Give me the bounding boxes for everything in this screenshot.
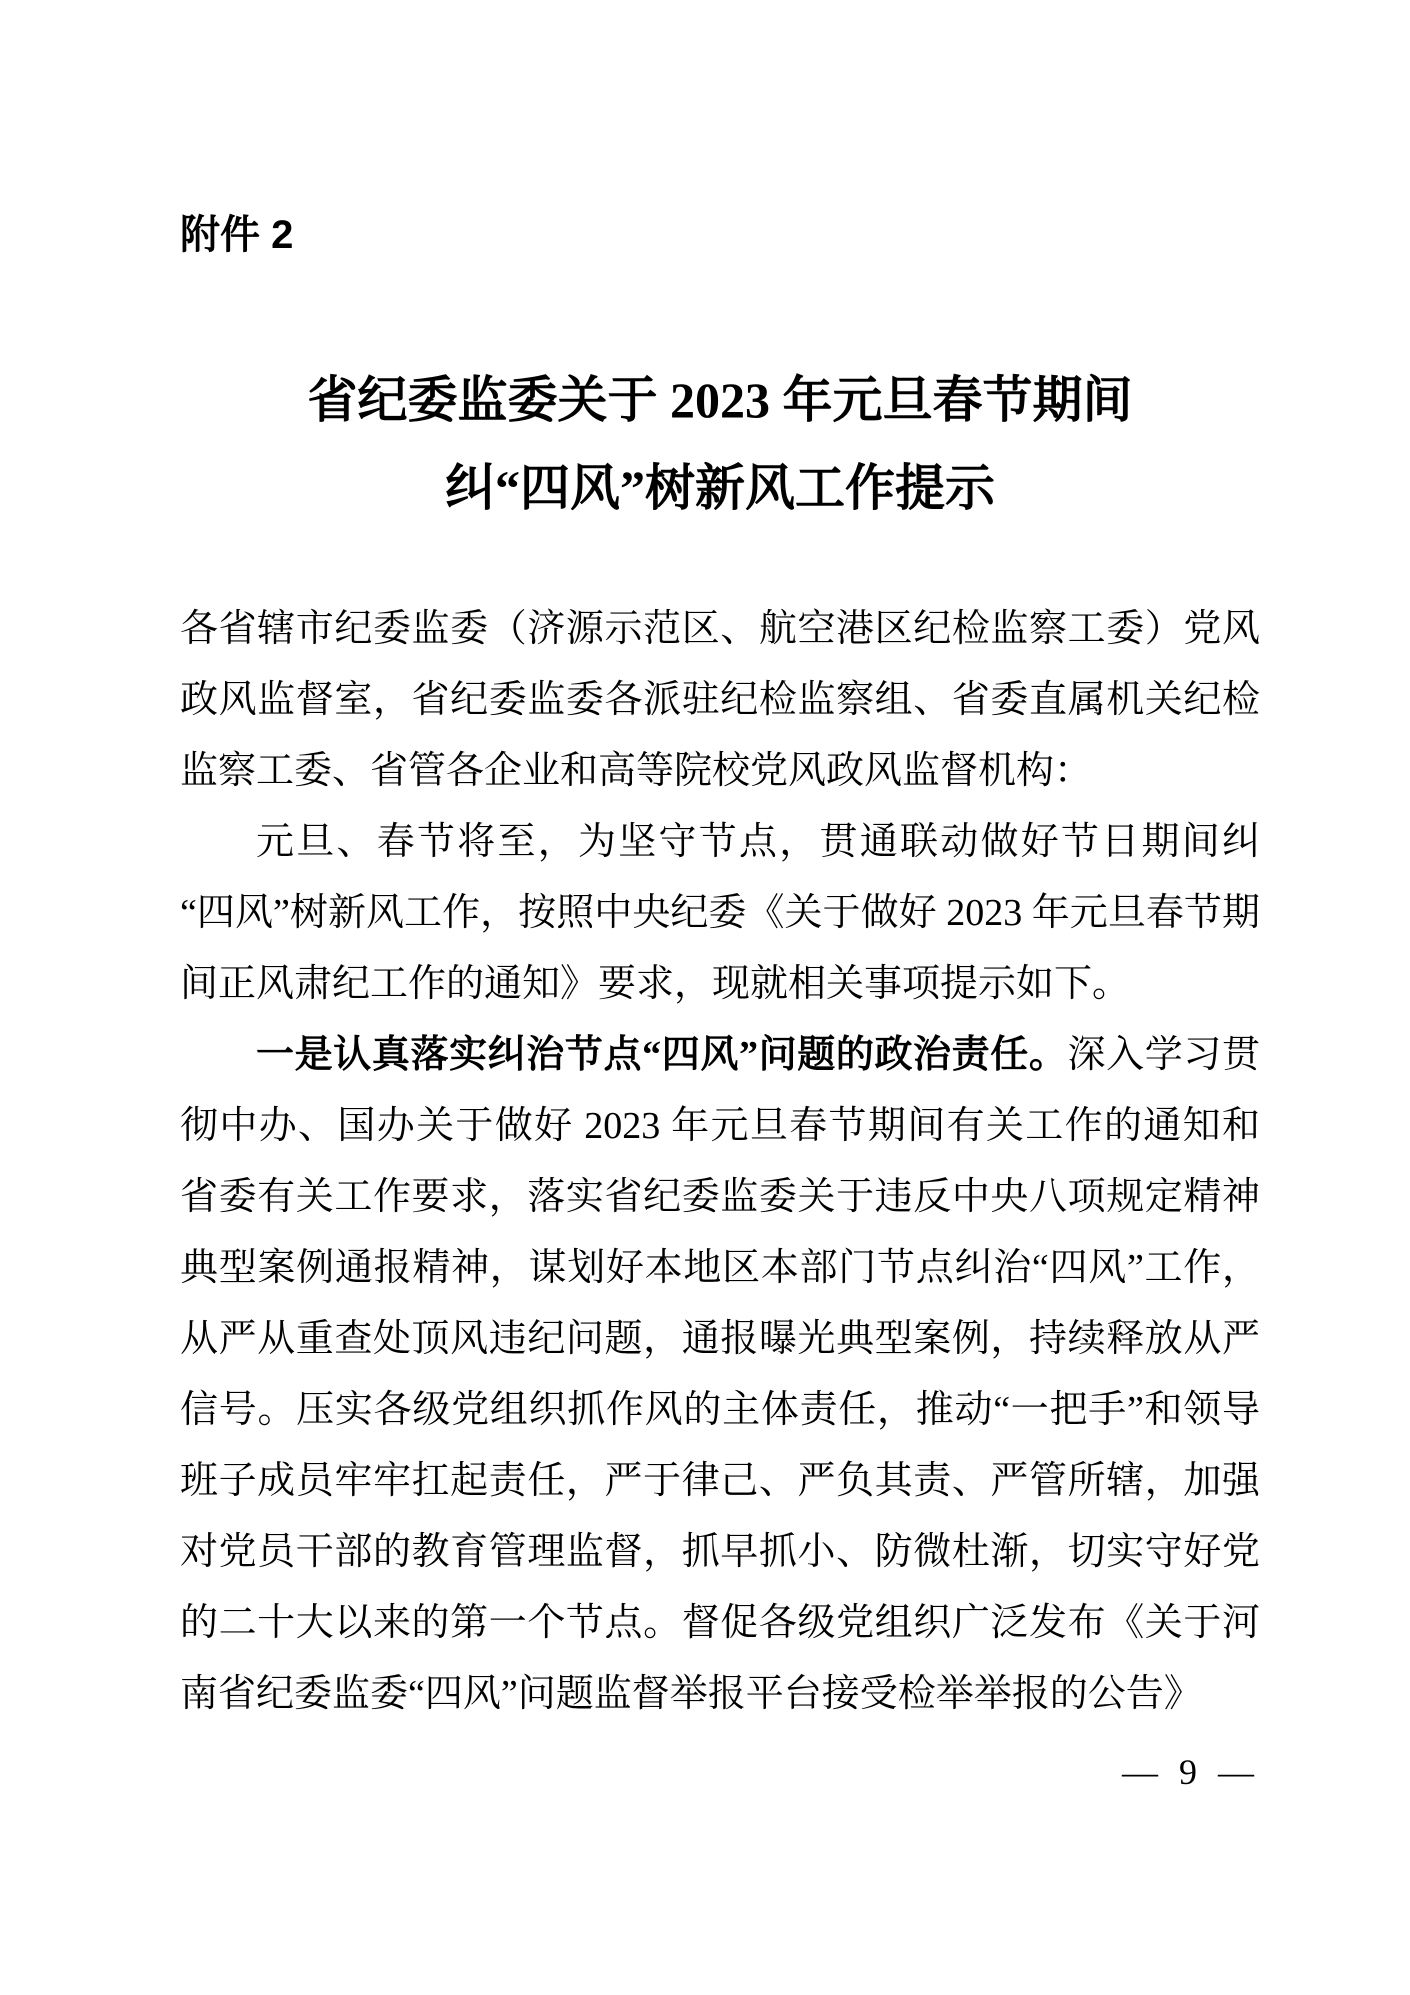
point1-paragraph xyxy=(180,1020,1260,1730)
intro-paragraph: 元旦、春节将至，为坚守节点，贯通联动做好节日期间纠“四风”树新风工作，按照中央纪委《关于做好 2023 年元旦春节期间正风肃纪工作的通知》要求，现就相关事项提示如下。 xyxy=(180,821,1260,1005)
salutation-paragraph: 各省辖市纪委监委（济源示范区、航空港区纪检监察工委）党风政风监督室，省纪委监委各派驻纪检监察组、省委直属机关纪检监察工委、省管各企业和高等院校党风政风监督机构： xyxy=(180,608,1260,792)
page-number: — 9 — xyxy=(1122,1752,1260,1792)
point1-heading: 一是认真落实纠治节点“四风”问题的政治责任。 xyxy=(256,1034,1068,1076)
document-title-line-1: 省纪委监委关于 2023 年元旦春节期间 xyxy=(307,372,1133,428)
document-title-line-2: 纠“四风”树新风工作提示 xyxy=(445,460,995,516)
attachment-label: 附件 2 xyxy=(180,213,294,257)
document-body xyxy=(180,594,1260,1730)
point1-body: 深入学习贯彻中办、国办关于做好 2023 年元旦春节期间有关工作的通知和省委有关工作要求，落实省纪委监委关于违反中央八项规定精神典型案例通报精神，谋划好本地区本部门节点纠治“四风”工作，从严从重查处顶风违纪问题，通报曝光典型案例，持续释放从严信号。压实各级党组织抓作风的主体责任，推动“一把手”和领导班子成员牢牢扛起责任，严于律己、严负其责、严管所辖，加强对党员干部的教育管理监督，抓早抓小、防微杜渐，切实守好党的二十大以来的第一个节点。督促各级党组织广泛发布《关于河南省纪委监委“四风”问题监督举报平台接受检举举报的公告》 xyxy=(180,1034,1260,1715)
document-title xyxy=(180,356,1260,532)
